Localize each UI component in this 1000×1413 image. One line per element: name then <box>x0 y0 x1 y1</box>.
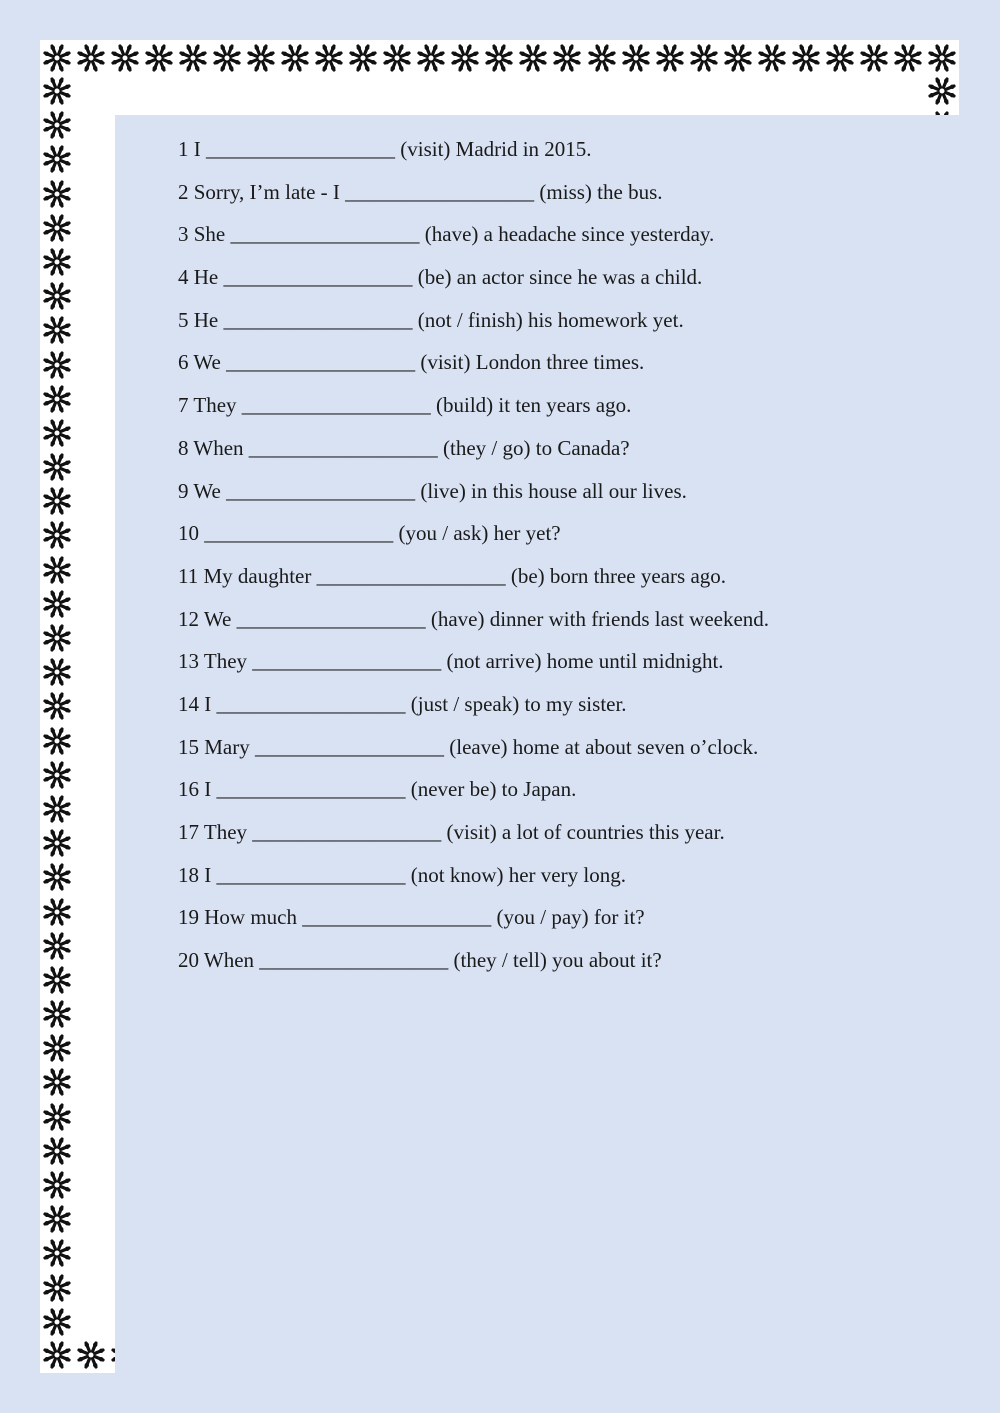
snowflake-icon <box>42 213 72 243</box>
snowflake-icon <box>723 43 753 73</box>
snowflake-icon <box>178 43 208 73</box>
exercise-item: 13 They __________________ (not arrive) home until midnight. <box>178 649 724 674</box>
exercise-item: 8 When __________________ (they / go) to Canada? <box>178 435 630 460</box>
snowflake-icon <box>42 623 72 653</box>
snowflake-icon <box>893 43 923 73</box>
snowflake-icon <box>42 1170 72 1200</box>
exercise-list <box>178 131 769 985</box>
snowflake-icon <box>42 1273 72 1303</box>
snowflake-icon <box>42 828 72 858</box>
snowflake-icon <box>144 43 174 73</box>
snowflake-icon <box>42 1204 72 1234</box>
snowflake-icon <box>42 76 72 106</box>
exercise-item: 19 How much __________________ (you / pay) for it? <box>178 905 645 930</box>
snowflake-icon <box>621 43 651 73</box>
snowflake-icon <box>927 43 957 73</box>
snowflake-icon <box>655 43 685 73</box>
snowflake-icon <box>689 43 719 73</box>
snowflake-icon <box>42 1238 72 1268</box>
snowflake-icon <box>416 43 446 73</box>
snowflake-icon <box>42 1340 72 1370</box>
exercise-item: 12 We __________________ (have) dinner with friends last weekend. <box>178 606 770 631</box>
snowflake-icon <box>382 43 412 73</box>
snowflake-icon <box>42 760 72 790</box>
snowflake-icon <box>757 43 787 73</box>
snowflake-icon <box>42 1307 72 1337</box>
exercise-item: 7 They __________________ (build) it ten years ago. <box>178 393 632 418</box>
snowflake-icon <box>42 555 72 585</box>
snowflake-icon <box>280 43 310 73</box>
exercise-item: 17 They __________________ (visit) a lot of countries this year. <box>178 820 725 844</box>
border-left <box>40 76 74 1337</box>
exercise-item: 10 __________________ (you / ask) her yet? <box>178 521 561 546</box>
snowflake-icon <box>42 1033 72 1063</box>
exercise-item: 11 My daughter __________________ (be) born three years ago. <box>178 563 727 588</box>
exercise-item: 9 We __________________ (live) in this house all our lives. <box>178 478 687 503</box>
snowflake-icon <box>450 43 480 73</box>
decorative-border-frame <box>40 40 959 1373</box>
snowflake-icon <box>42 520 72 550</box>
snowflake-icon <box>246 43 276 73</box>
snowflake-icon <box>42 1102 72 1132</box>
border-top <box>42 40 957 76</box>
exercise-item: 6 We __________________ (visit) London three times. <box>178 350 645 375</box>
snowflake-icon <box>484 43 514 73</box>
snowflake-icon <box>42 418 72 448</box>
snowflake-icon <box>859 43 889 73</box>
snowflake-icon <box>42 794 72 824</box>
snowflake-icon <box>42 350 72 380</box>
snowflake-icon <box>42 384 72 414</box>
exercise-item: 15 Mary __________________ (leave) home at about seven o’clock. <box>178 734 759 759</box>
snowflake-icon <box>42 931 72 961</box>
snowflake-icon <box>42 452 72 482</box>
exercise-item: 3 She __________________ (have) a headache since yesterday. <box>178 222 715 247</box>
snowflake-icon <box>76 43 106 73</box>
snowflake-icon <box>42 179 72 209</box>
snowflake-icon <box>110 43 140 73</box>
snowflake-icon <box>42 897 72 927</box>
snowflake-icon <box>791 43 821 73</box>
exercise-item: 14 I __________________ (just / speak) to my sister. <box>178 691 627 716</box>
exercise-item: 1 I __________________ (visit) Madrid in 2015. <box>178 137 592 161</box>
snowflake-icon <box>42 589 72 619</box>
snowflake-icon <box>42 999 72 1029</box>
snowflake-icon <box>42 726 72 756</box>
snowflake-icon <box>42 43 72 73</box>
snowflake-icon <box>42 862 72 892</box>
snowflake-icon <box>518 43 548 73</box>
worksheet-content <box>115 115 964 1378</box>
snowflake-icon <box>42 144 72 174</box>
exercise-item: 2 Sorry, I’m late - I __________________ (miss) the bus. <box>178 179 663 204</box>
snowflake-icon <box>42 965 72 995</box>
snowflake-icon <box>212 43 242 73</box>
snowflake-icon <box>552 43 582 73</box>
snowflake-icon <box>42 247 72 277</box>
exercise-item: 16 I __________________ (never be) to Japan. <box>178 777 577 802</box>
snowflake-icon <box>42 1067 72 1097</box>
exercise-item: 18 I __________________ (not know) her very long. <box>178 862 626 887</box>
snowflake-icon <box>348 43 378 73</box>
snowflake-icon <box>42 315 72 345</box>
snowflake-icon <box>42 281 72 311</box>
snowflake-icon <box>587 43 617 73</box>
snowflake-icon <box>42 110 72 140</box>
exercise-item: 4 He __________________ (be) an actor since he was a child. <box>178 265 703 290</box>
snowflake-icon <box>42 691 72 721</box>
snowflake-icon <box>825 43 855 73</box>
exercise-item: 5 He __________________ (not / finish) his homework yet. <box>178 307 684 332</box>
exercise-item: 20 When __________________ (they / tell) you about it? <box>178 948 662 973</box>
snowflake-icon <box>927 76 957 106</box>
snowflake-icon <box>76 1340 106 1370</box>
snowflake-icon <box>42 486 72 516</box>
snowflake-icon <box>42 1136 72 1166</box>
snowflake-icon <box>42 657 72 687</box>
snowflake-icon <box>314 43 344 73</box>
